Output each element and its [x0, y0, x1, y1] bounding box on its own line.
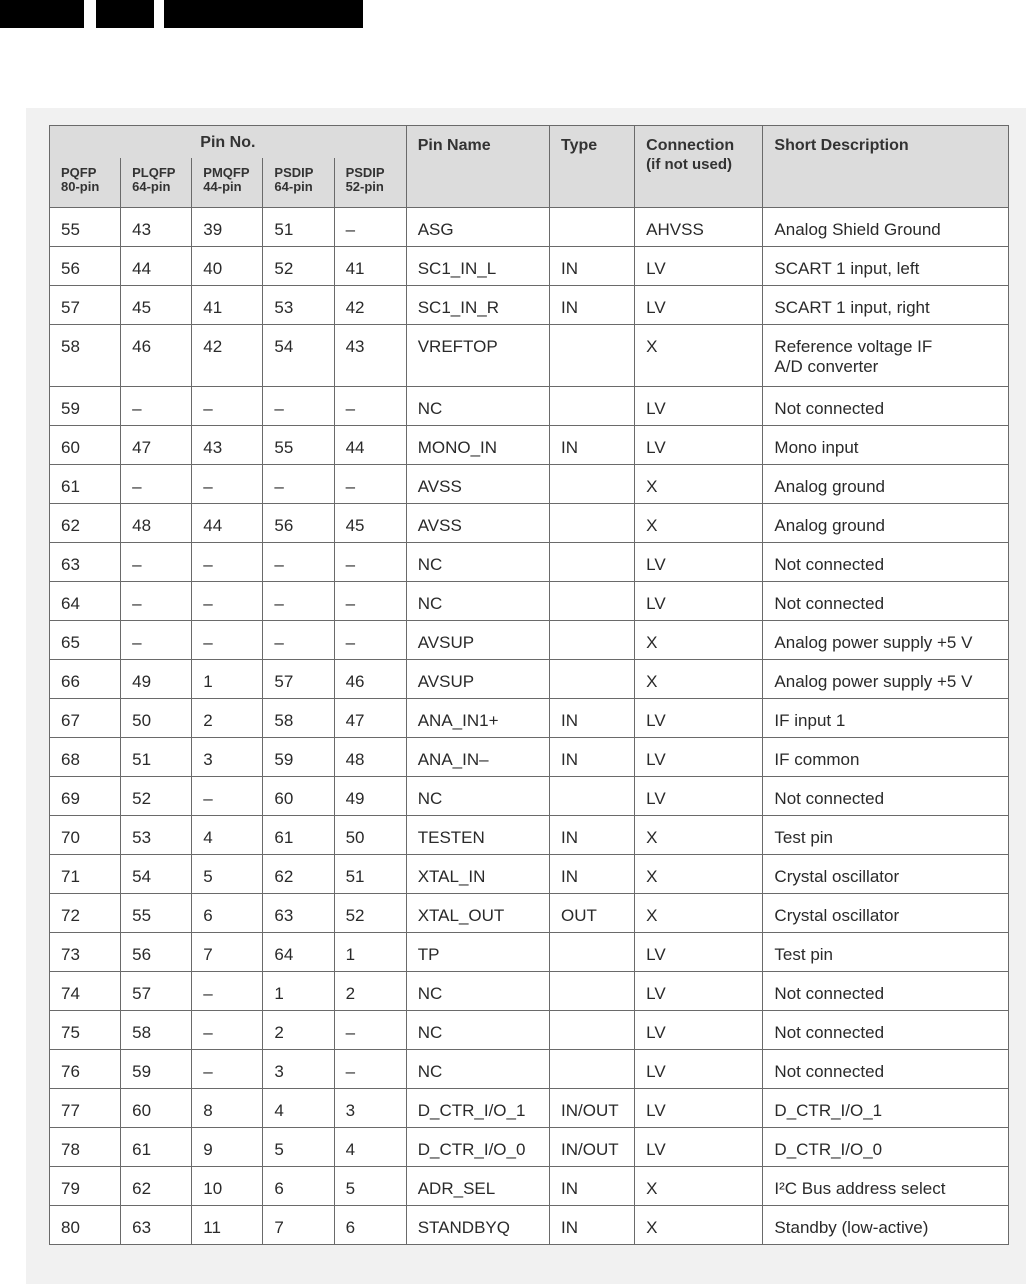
type-cell [550, 582, 635, 621]
connection-cell: LV [635, 387, 763, 426]
pin-pmqfp44-cell: 44 [192, 504, 263, 543]
type-cell: IN [550, 855, 635, 894]
description-cell: Crystal oscillator [763, 855, 1009, 894]
pin-name-cell: D_CTR_I/O_1 [406, 1089, 549, 1128]
pin-psdip52-cell: 46 [334, 660, 406, 699]
pin-plqfp64-cell: 59 [121, 1050, 192, 1089]
type-cell: IN [550, 247, 635, 286]
pin-name-cell: ANA_IN1+ [406, 699, 549, 738]
pin-psdip64-cell: 3 [263, 1050, 334, 1089]
description-cell: Not connected [763, 582, 1009, 621]
pin-psdip64-cell: 55 [263, 426, 334, 465]
pin-plqfp64-cell: 60 [121, 1089, 192, 1128]
package-header: PSDIP 52-pin [334, 158, 406, 208]
table-row [50, 1206, 1009, 1245]
pin-psdip64-cell: 62 [263, 855, 334, 894]
pin-pmqfp44-cell: 9 [192, 1128, 263, 1167]
pin-plqfp64-cell: – [121, 621, 192, 660]
description-cell: SCART 1 input, left [763, 247, 1009, 286]
pin-name-cell: XTAL_IN [406, 855, 549, 894]
pin-pmqfp44-cell: 40 [192, 247, 263, 286]
pin-psdip52-cell: 1 [334, 933, 406, 972]
pin-plqfp64-cell: 54 [121, 855, 192, 894]
pin-psdip52-cell: 4 [334, 1128, 406, 1167]
description-cell: Analog power supply +5 V [763, 621, 1009, 660]
table-row [50, 894, 1009, 933]
pin-pqfp80-cell: 64 [50, 582, 121, 621]
pin-pqfp80-cell: 78 [50, 1128, 121, 1167]
pin-pqfp80-cell: 58 [50, 325, 121, 387]
pin-psdip64-cell: 59 [263, 738, 334, 777]
connection-cell: X [635, 894, 763, 933]
pin-name-cell: D_CTR_I/O_0 [406, 1128, 549, 1167]
pin-name-cell: NC [406, 582, 549, 621]
connection-cell: X [635, 660, 763, 699]
pin-psdip64-cell: – [263, 582, 334, 621]
connection-cell: X [635, 816, 763, 855]
pin-name-cell: STANDBYQ [406, 1206, 549, 1245]
pin-plqfp64-cell: 44 [121, 247, 192, 286]
table-row [50, 972, 1009, 1011]
description-cell: Analog power supply +5 V [763, 660, 1009, 699]
pin-psdip64-cell: 57 [263, 660, 334, 699]
description-cell: Test pin [763, 933, 1009, 972]
pin-psdip64-cell: 56 [263, 504, 334, 543]
description-cell: Analog Shield Ground [763, 208, 1009, 247]
package-header: PSDIP 64-pin [263, 158, 334, 208]
connection-cell: LV [635, 543, 763, 582]
pin-name-cell: TESTEN [406, 816, 549, 855]
pin-pqfp80-cell: 79 [50, 1167, 121, 1206]
type-cell [550, 621, 635, 660]
pin-psdip52-cell: – [334, 387, 406, 426]
pin-plqfp64-cell: 43 [121, 208, 192, 247]
pin-plqfp64-cell: 62 [121, 1167, 192, 1206]
pin-pqfp80-cell: 67 [50, 699, 121, 738]
pin-pqfp80-cell: 77 [50, 1089, 121, 1128]
description-cell: Not connected [763, 1050, 1009, 1089]
type-cell: IN/OUT [550, 1089, 635, 1128]
pin-pmqfp44-cell: 39 [192, 208, 263, 247]
description-cell: Not connected [763, 777, 1009, 816]
table-row [50, 286, 1009, 325]
type-cell: IN [550, 1167, 635, 1206]
pin-pmqfp44-cell: – [192, 1050, 263, 1089]
pin-psdip64-cell: 52 [263, 247, 334, 286]
type-cell [550, 325, 635, 387]
pin-pmqfp44-cell: – [192, 582, 263, 621]
pin-pmqfp44-cell: – [192, 465, 263, 504]
description-cell: Mono input [763, 426, 1009, 465]
type-cell [550, 933, 635, 972]
pin-name-cell: NC [406, 387, 549, 426]
pin-psdip64-cell: 2 [263, 1011, 334, 1050]
table-row [50, 738, 1009, 777]
header-bar-block [96, 0, 154, 28]
pin-pmqfp44-cell: 41 [192, 286, 263, 325]
pin-plqfp64-cell: – [121, 582, 192, 621]
pin-psdip64-cell: 60 [263, 777, 334, 816]
pin-pqfp80-cell: 55 [50, 208, 121, 247]
pin-pmqfp44-cell: 8 [192, 1089, 263, 1128]
pin-psdip64-cell: – [263, 621, 334, 660]
pin-psdip64-cell: 54 [263, 325, 334, 387]
pin-name-cell: SC1_IN_R [406, 286, 549, 325]
pin-pqfp80-cell: 68 [50, 738, 121, 777]
pin-pqfp80-cell: 56 [50, 247, 121, 286]
type-cell: IN [550, 816, 635, 855]
connection-cell: AHVSS [635, 208, 763, 247]
connection-cell: X [635, 855, 763, 894]
description-cell: Not connected [763, 972, 1009, 1011]
table-row [50, 387, 1009, 426]
table-row [50, 426, 1009, 465]
pin-psdip52-cell: 47 [334, 699, 406, 738]
description-cell: IF input 1 [763, 699, 1009, 738]
description-cell: Not connected [763, 1011, 1009, 1050]
table-row [50, 699, 1009, 738]
pin-plqfp64-cell: 63 [121, 1206, 192, 1245]
pin-psdip64-cell: 61 [263, 816, 334, 855]
pin-psdip52-cell: 6 [334, 1206, 406, 1245]
pin-table [49, 125, 1009, 1245]
pin-pmqfp44-cell: 11 [192, 1206, 263, 1245]
type-cell [550, 208, 635, 247]
pin-pqfp80-cell: 66 [50, 660, 121, 699]
pin-psdip52-cell: – [334, 543, 406, 582]
pin-name-cell: MONO_IN [406, 426, 549, 465]
pin-psdip52-cell: 48 [334, 738, 406, 777]
connection-cell: LV [635, 699, 763, 738]
pin-name-cell: SC1_IN_L [406, 247, 549, 286]
pin-psdip64-cell: – [263, 465, 334, 504]
pin-psdip52-cell: – [334, 208, 406, 247]
pin-pmqfp44-cell: 7 [192, 933, 263, 972]
pin-name-cell: VREFTOP [406, 325, 549, 387]
type-cell: IN [550, 1206, 635, 1245]
description-cell: Standby (low-active) [763, 1206, 1009, 1245]
header-bar-block [164, 0, 363, 28]
pin-pmqfp44-cell: 1 [192, 660, 263, 699]
table-row [50, 465, 1009, 504]
type-cell: IN [550, 738, 635, 777]
pin-plqfp64-cell: 56 [121, 933, 192, 972]
connection-cell: X [635, 325, 763, 387]
pin-psdip52-cell: 45 [334, 504, 406, 543]
pin-pmqfp44-cell: 42 [192, 325, 263, 387]
pin-psdip52-cell: – [334, 465, 406, 504]
pin-psdip64-cell: 1 [263, 972, 334, 1011]
type-cell: IN [550, 699, 635, 738]
pin-psdip52-cell: – [334, 582, 406, 621]
description-cell: SCART 1 input, right [763, 286, 1009, 325]
pin-psdip52-cell: 3 [334, 1089, 406, 1128]
pin-psdip64-cell: 58 [263, 699, 334, 738]
pin-pmqfp44-cell: – [192, 1011, 263, 1050]
table-row [50, 1050, 1009, 1089]
pin-name-cell: AVSUP [406, 660, 549, 699]
pin-pmqfp44-cell: – [192, 387, 263, 426]
connection-cell: LV [635, 972, 763, 1011]
type-cell: IN [550, 426, 635, 465]
connection-cell: X [635, 1206, 763, 1245]
description-cell: Test pin [763, 816, 1009, 855]
connection-cell: LV [635, 582, 763, 621]
description-header: Short Description [763, 126, 1009, 208]
connection-cell: LV [635, 426, 763, 465]
pin-psdip64-cell: 53 [263, 286, 334, 325]
pin-pqfp80-cell: 63 [50, 543, 121, 582]
table-header [50, 126, 1009, 208]
table-row [50, 816, 1009, 855]
pin-pqfp80-cell: 74 [50, 972, 121, 1011]
pin-name-cell: NC [406, 1050, 549, 1089]
type-cell: IN [550, 286, 635, 325]
table-row [50, 1011, 1009, 1050]
pin-name-cell: ADR_SEL [406, 1167, 549, 1206]
pin-no-header: Pin No. [50, 126, 407, 158]
connection-cell: X [635, 465, 763, 504]
pin-psdip64-cell: 7 [263, 1206, 334, 1245]
connection-cell: LV [635, 1089, 763, 1128]
pin-psdip52-cell: 43 [334, 325, 406, 387]
pin-name-cell: ASG [406, 208, 549, 247]
pin-plqfp64-cell: 50 [121, 699, 192, 738]
type-cell [550, 504, 635, 543]
connection-header-sub: (if not used) [646, 156, 732, 173]
pin-plqfp64-cell: – [121, 465, 192, 504]
type-header: Type [550, 126, 635, 208]
pin-name-cell: TP [406, 933, 549, 972]
pin-name-cell: AVSUP [406, 621, 549, 660]
connection-cell: LV [635, 1128, 763, 1167]
connection-header-label: Connection [646, 137, 735, 154]
pin-plqfp64-cell: – [121, 543, 192, 582]
type-cell [550, 543, 635, 582]
type-cell: IN/OUT [550, 1128, 635, 1167]
table-row [50, 1089, 1009, 1128]
pin-plqfp64-cell: 48 [121, 504, 192, 543]
pin-name-cell: NC [406, 777, 549, 816]
pin-name-cell: XTAL_OUT [406, 894, 549, 933]
connection-cell: X [635, 1167, 763, 1206]
type-cell [550, 1011, 635, 1050]
pin-psdip52-cell: – [334, 1011, 406, 1050]
description-cell: Not connected [763, 387, 1009, 426]
connection-cell: LV [635, 247, 763, 286]
type-cell [550, 660, 635, 699]
table-row [50, 325, 1009, 387]
table-row [50, 777, 1009, 816]
package-header: PLQFP 64-pin [121, 158, 192, 208]
type-cell [550, 1050, 635, 1089]
table-row [50, 621, 1009, 660]
description-cell: IF common [763, 738, 1009, 777]
connection-cell: LV [635, 933, 763, 972]
table-row [50, 247, 1009, 286]
connection-cell: LV [635, 286, 763, 325]
pin-psdip64-cell: 64 [263, 933, 334, 972]
type-cell [550, 387, 635, 426]
connection-header [635, 126, 763, 208]
pin-pmqfp44-cell: – [192, 621, 263, 660]
type-cell [550, 777, 635, 816]
pin-psdip52-cell: – [334, 1050, 406, 1089]
pin-psdip64-cell: 63 [263, 894, 334, 933]
type-cell: OUT [550, 894, 635, 933]
pin-plqfp64-cell: 46 [121, 325, 192, 387]
pin-psdip64-cell: – [263, 387, 334, 426]
package-header: PMQFP 44-pin [192, 158, 263, 208]
pin-plqfp64-cell: – [121, 387, 192, 426]
table-row [50, 1128, 1009, 1167]
type-cell [550, 465, 635, 504]
pin-pqfp80-cell: 73 [50, 933, 121, 972]
pin-pqfp80-cell: 59 [50, 387, 121, 426]
table-row [50, 208, 1009, 247]
description-cell: Reference voltage IF A/D converter [763, 325, 1009, 387]
pin-plqfp64-cell: 53 [121, 816, 192, 855]
pin-plqfp64-cell: 52 [121, 777, 192, 816]
pin-plqfp64-cell: 57 [121, 972, 192, 1011]
connection-cell: LV [635, 1050, 763, 1089]
pin-pqfp80-cell: 75 [50, 1011, 121, 1050]
table-body [50, 208, 1009, 1245]
pin-plqfp64-cell: 45 [121, 286, 192, 325]
pin-pmqfp44-cell: 6 [192, 894, 263, 933]
description-cell: D_CTR_I/O_0 [763, 1128, 1009, 1167]
table-row [50, 504, 1009, 543]
pin-pqfp80-cell: 61 [50, 465, 121, 504]
pin-psdip52-cell: 42 [334, 286, 406, 325]
pin-plqfp64-cell: 49 [121, 660, 192, 699]
pin-psdip64-cell: – [263, 543, 334, 582]
connection-cell: LV [635, 1011, 763, 1050]
table-row [50, 1167, 1009, 1206]
pin-pqfp80-cell: 57 [50, 286, 121, 325]
pin-pmqfp44-cell: 2 [192, 699, 263, 738]
pin-pqfp80-cell: 69 [50, 777, 121, 816]
pin-pqfp80-cell: 70 [50, 816, 121, 855]
pin-plqfp64-cell: 61 [121, 1128, 192, 1167]
description-cell: Crystal oscillator [763, 894, 1009, 933]
pin-psdip52-cell: 41 [334, 247, 406, 286]
pin-pmqfp44-cell: – [192, 777, 263, 816]
description-cell: D_CTR_I/O_1 [763, 1089, 1009, 1128]
pin-name-header: Pin Name [406, 126, 549, 208]
header-bar-block [0, 0, 84, 28]
pin-pqfp80-cell: 72 [50, 894, 121, 933]
connection-cell: LV [635, 738, 763, 777]
pin-psdip52-cell: 52 [334, 894, 406, 933]
pin-name-cell: AVSS [406, 465, 549, 504]
pin-psdip64-cell: 6 [263, 1167, 334, 1206]
description-cell: Not connected [763, 543, 1009, 582]
table-row [50, 855, 1009, 894]
pin-pqfp80-cell: 76 [50, 1050, 121, 1089]
pin-psdip52-cell: – [334, 621, 406, 660]
pin-name-cell: NC [406, 972, 549, 1011]
connection-cell: LV [635, 777, 763, 816]
connection-cell: X [635, 621, 763, 660]
pin-name-cell: AVSS [406, 504, 549, 543]
pin-psdip52-cell: 44 [334, 426, 406, 465]
type-cell [550, 972, 635, 1011]
table-row [50, 660, 1009, 699]
pin-psdip52-cell: 5 [334, 1167, 406, 1206]
package-header: PQFP 80-pin [50, 158, 121, 208]
pin-plqfp64-cell: 55 [121, 894, 192, 933]
pin-pmqfp44-cell: 5 [192, 855, 263, 894]
pin-pqfp80-cell: 62 [50, 504, 121, 543]
pin-psdip64-cell: 4 [263, 1089, 334, 1128]
description-cell: Analog ground [763, 465, 1009, 504]
pin-name-cell: NC [406, 1011, 549, 1050]
pin-plqfp64-cell: 51 [121, 738, 192, 777]
pin-psdip64-cell: 5 [263, 1128, 334, 1167]
pin-pmqfp44-cell: 4 [192, 816, 263, 855]
pin-psdip52-cell: 51 [334, 855, 406, 894]
pin-pmqfp44-cell: – [192, 972, 263, 1011]
pin-pqfp80-cell: 80 [50, 1206, 121, 1245]
pin-psdip64-cell: 51 [263, 208, 334, 247]
connection-cell: X [635, 504, 763, 543]
pin-psdip52-cell: 49 [334, 777, 406, 816]
pin-plqfp64-cell: 58 [121, 1011, 192, 1050]
pin-pmqfp44-cell: 10 [192, 1167, 263, 1206]
pin-pmqfp44-cell: – [192, 543, 263, 582]
pin-psdip52-cell: 2 [334, 972, 406, 1011]
pin-pmqfp44-cell: 3 [192, 738, 263, 777]
pin-pqfp80-cell: 71 [50, 855, 121, 894]
table-row [50, 933, 1009, 972]
description-cell: Analog ground [763, 504, 1009, 543]
pin-psdip52-cell: 50 [334, 816, 406, 855]
pin-pqfp80-cell: 65 [50, 621, 121, 660]
table-row [50, 543, 1009, 582]
description-cell: I²C Bus address select [763, 1167, 1009, 1206]
pin-name-cell: ANA_IN– [406, 738, 549, 777]
pin-name-cell: NC [406, 543, 549, 582]
table-row [50, 582, 1009, 621]
pin-pmqfp44-cell: 43 [192, 426, 263, 465]
pin-pqfp80-cell: 60 [50, 426, 121, 465]
pin-plqfp64-cell: 47 [121, 426, 192, 465]
